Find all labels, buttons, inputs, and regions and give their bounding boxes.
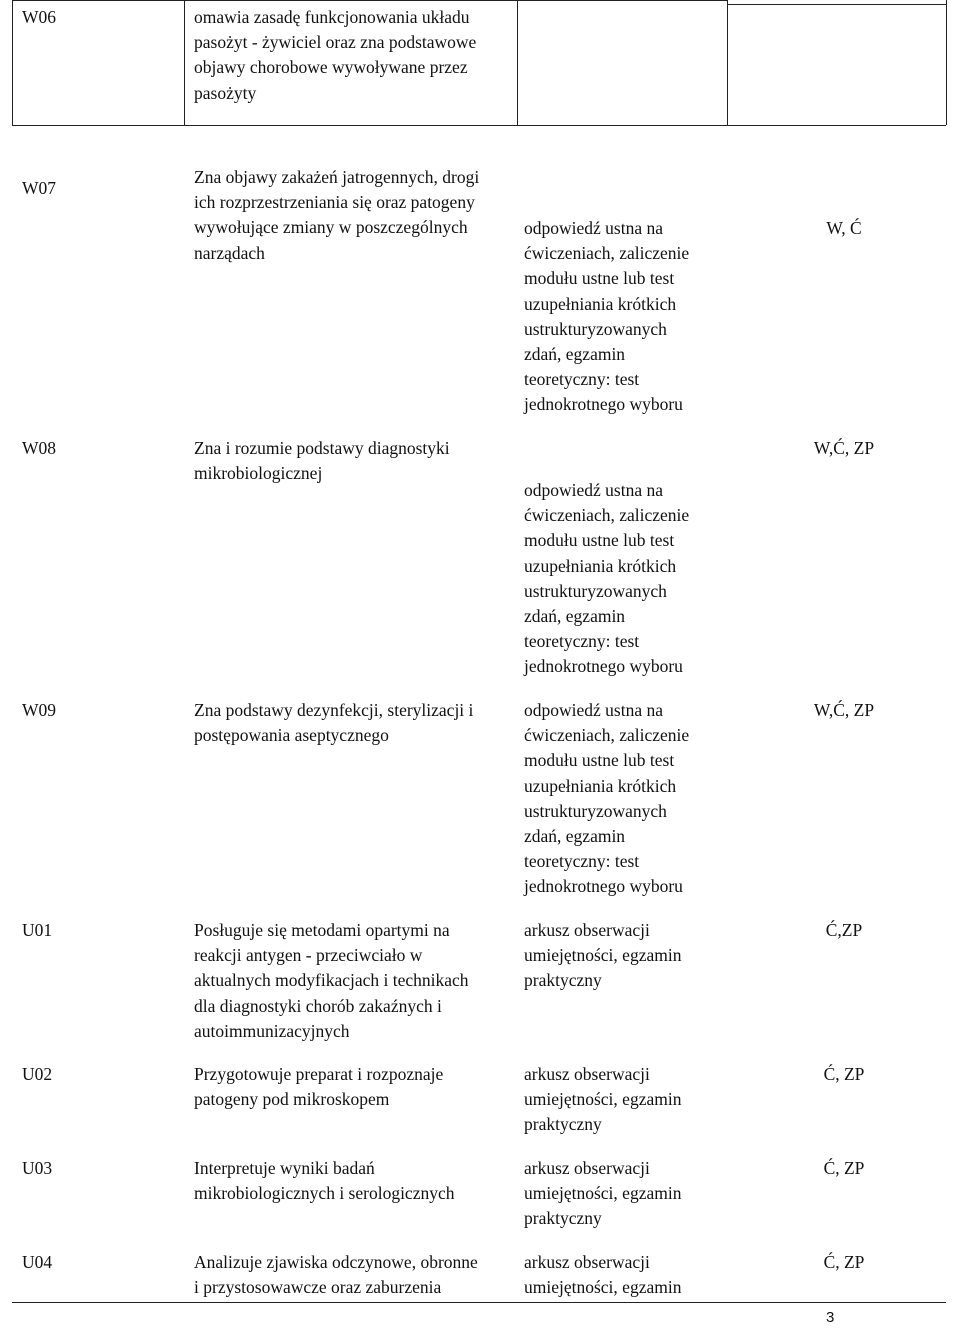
outcome-code: W07 bbox=[22, 178, 57, 198]
text-line: dla diagnostyki chorób zakaźnych i bbox=[194, 995, 442, 1016]
outcome-description bbox=[194, 1062, 443, 1112]
column-border-code bbox=[184, 0, 185, 125]
text-line: zdań, egzamin bbox=[524, 606, 626, 627]
outcome-code: U01 bbox=[22, 920, 53, 940]
text-line: mikrobiologicznej bbox=[194, 463, 323, 484]
text-line: ćwiczeniach, zaliczenie bbox=[524, 243, 690, 264]
class-form: Ć, ZP bbox=[823, 1064, 865, 1084]
class-form: Ć, ZP bbox=[823, 1252, 865, 1272]
outcome-description bbox=[194, 1156, 454, 1206]
text-line: Interpretuje wyniki badań bbox=[194, 1158, 375, 1178]
text-line: ustrukturyzowanych bbox=[524, 580, 667, 601]
text-line: arkusz obserwacji bbox=[524, 1252, 650, 1272]
text-line: ustrukturyzowanych bbox=[524, 318, 667, 339]
table-border-bottom bbox=[12, 1302, 946, 1303]
text-line: umiejętności, egzamin bbox=[524, 1277, 682, 1298]
text-line: uzupełniania krótkich bbox=[524, 775, 677, 796]
row-divider bbox=[12, 125, 946, 126]
text-line: umiejętności, egzamin bbox=[524, 1183, 682, 1204]
text-line: zdań, egzamin bbox=[524, 344, 626, 365]
text-line: Analizuje zjawiska odczynowe, obronne bbox=[194, 1252, 478, 1272]
text-line: modułu ustne lub test bbox=[524, 268, 675, 289]
outcome-description bbox=[194, 436, 450, 486]
verification-method bbox=[524, 1250, 681, 1300]
text-line: Zna objawy zakażeń jatrogennych, drogi bbox=[194, 167, 480, 187]
column-border-right bbox=[946, 0, 947, 125]
text-line: autoimmunizacyjnych bbox=[194, 1020, 350, 1041]
outcome-description bbox=[194, 698, 473, 748]
text-line: wywołujące zmiany w poszczególnych bbox=[194, 217, 468, 238]
text-line: odpowiedź ustna na bbox=[524, 218, 663, 238]
text-line: zdań, egzamin bbox=[524, 826, 626, 847]
outcome-description bbox=[194, 1250, 478, 1300]
text-line: ćwiczeniach, zaliczenie bbox=[524, 725, 690, 746]
text-line: mikrobiologicznych i serologicznych bbox=[194, 1183, 455, 1204]
text-line: praktyczny bbox=[524, 1114, 602, 1135]
text-line: odpowiedź ustna na bbox=[524, 480, 663, 500]
outcome-code: W09 bbox=[22, 700, 57, 720]
verification-method bbox=[524, 1062, 681, 1138]
verification-method bbox=[524, 478, 689, 680]
outcome-code: U02 bbox=[22, 1064, 53, 1084]
text-line: pasożyty bbox=[194, 82, 257, 103]
text-line: Przygotowuje preparat i rozpoznaje bbox=[194, 1064, 444, 1084]
text-line: uzupełniania krótkich bbox=[524, 293, 677, 314]
text-line: reakcji antygen - przeciwciało w bbox=[194, 945, 423, 966]
outcome-description bbox=[194, 5, 476, 106]
text-line: teoretyczny: test bbox=[524, 369, 640, 390]
text-line: teoretyczny: test bbox=[524, 631, 640, 652]
text-line: uzupełniania krótkich bbox=[524, 555, 677, 576]
text-line: aktualnych modyfikacjach i technikach bbox=[194, 970, 469, 991]
text-line: modułu ustne lub test bbox=[524, 530, 675, 551]
text-line: arkusz obserwacji bbox=[524, 1064, 650, 1084]
verification-method bbox=[524, 698, 689, 900]
text-line: praktyczny bbox=[524, 1208, 602, 1229]
text-line: odpowiedź ustna na bbox=[524, 700, 663, 720]
outcome-description bbox=[194, 918, 469, 1044]
text-line: Posługuje się metodami opartymi na bbox=[194, 920, 450, 940]
text-line: ćwiczeniach, zaliczenie bbox=[524, 505, 690, 526]
text-line: omawia zasadę funkcjonowania układu bbox=[194, 7, 470, 27]
page-number: 3 bbox=[826, 1309, 835, 1326]
text-line: umiejętności, egzamin bbox=[524, 1089, 682, 1110]
column-border-method bbox=[727, 0, 728, 125]
class-form: W,Ć, ZP bbox=[813, 700, 875, 720]
text-line: jednokrotnego wyboru bbox=[524, 394, 683, 415]
text-line: objawy chorobowe wywoływane przez bbox=[194, 57, 468, 78]
text-line: narządach bbox=[194, 242, 265, 263]
class-form: W, Ć bbox=[826, 218, 862, 238]
class-form: W,Ć, ZP bbox=[813, 438, 875, 458]
text-line: jednokrotnego wyboru bbox=[524, 656, 683, 677]
text-line: ustrukturyzowanych bbox=[524, 800, 667, 821]
text-line: postępowania aseptycznego bbox=[194, 725, 389, 746]
outcome-code: W06 bbox=[22, 7, 57, 27]
text-line: Zna i rozumie podstawy diagnostyki bbox=[194, 438, 450, 458]
column-border-left bbox=[12, 0, 13, 125]
outcome-description bbox=[194, 165, 479, 266]
text-line: Zna podstawy dezynfekcji, sterylizacji i bbox=[194, 700, 474, 720]
class-form: Ć, ZP bbox=[823, 1158, 865, 1178]
text-line: pasożyt - żywiciel oraz zna podstawowe bbox=[194, 32, 477, 53]
text-line: i przystosowawcze oraz zaburzenia bbox=[194, 1277, 442, 1298]
text-line: ich rozprzestrzeniania się oraz patogeny bbox=[194, 192, 475, 213]
text-line: praktyczny bbox=[524, 970, 602, 991]
text-line: patogeny pod mikroskopem bbox=[194, 1089, 390, 1110]
class-form: Ć,ZP bbox=[825, 920, 863, 940]
text-line: jednokrotnego wyboru bbox=[524, 876, 683, 897]
text-line: arkusz obserwacji bbox=[524, 920, 650, 940]
outcome-code: U03 bbox=[22, 1158, 53, 1178]
outcome-code: U04 bbox=[22, 1252, 53, 1272]
verification-method bbox=[524, 216, 689, 418]
text-line: teoretyczny: test bbox=[524, 851, 640, 872]
text-line: arkusz obserwacji bbox=[524, 1158, 650, 1178]
text-line: modułu ustne lub test bbox=[524, 750, 675, 771]
verification-method bbox=[524, 918, 681, 994]
text-line: umiejętności, egzamin bbox=[524, 945, 682, 966]
verification-method bbox=[524, 1156, 681, 1232]
table-border-top-left bbox=[12, 0, 727, 1]
table-border-top-right bbox=[727, 4, 946, 5]
column-border-desc bbox=[517, 0, 518, 125]
outcome-code: W08 bbox=[22, 438, 57, 458]
